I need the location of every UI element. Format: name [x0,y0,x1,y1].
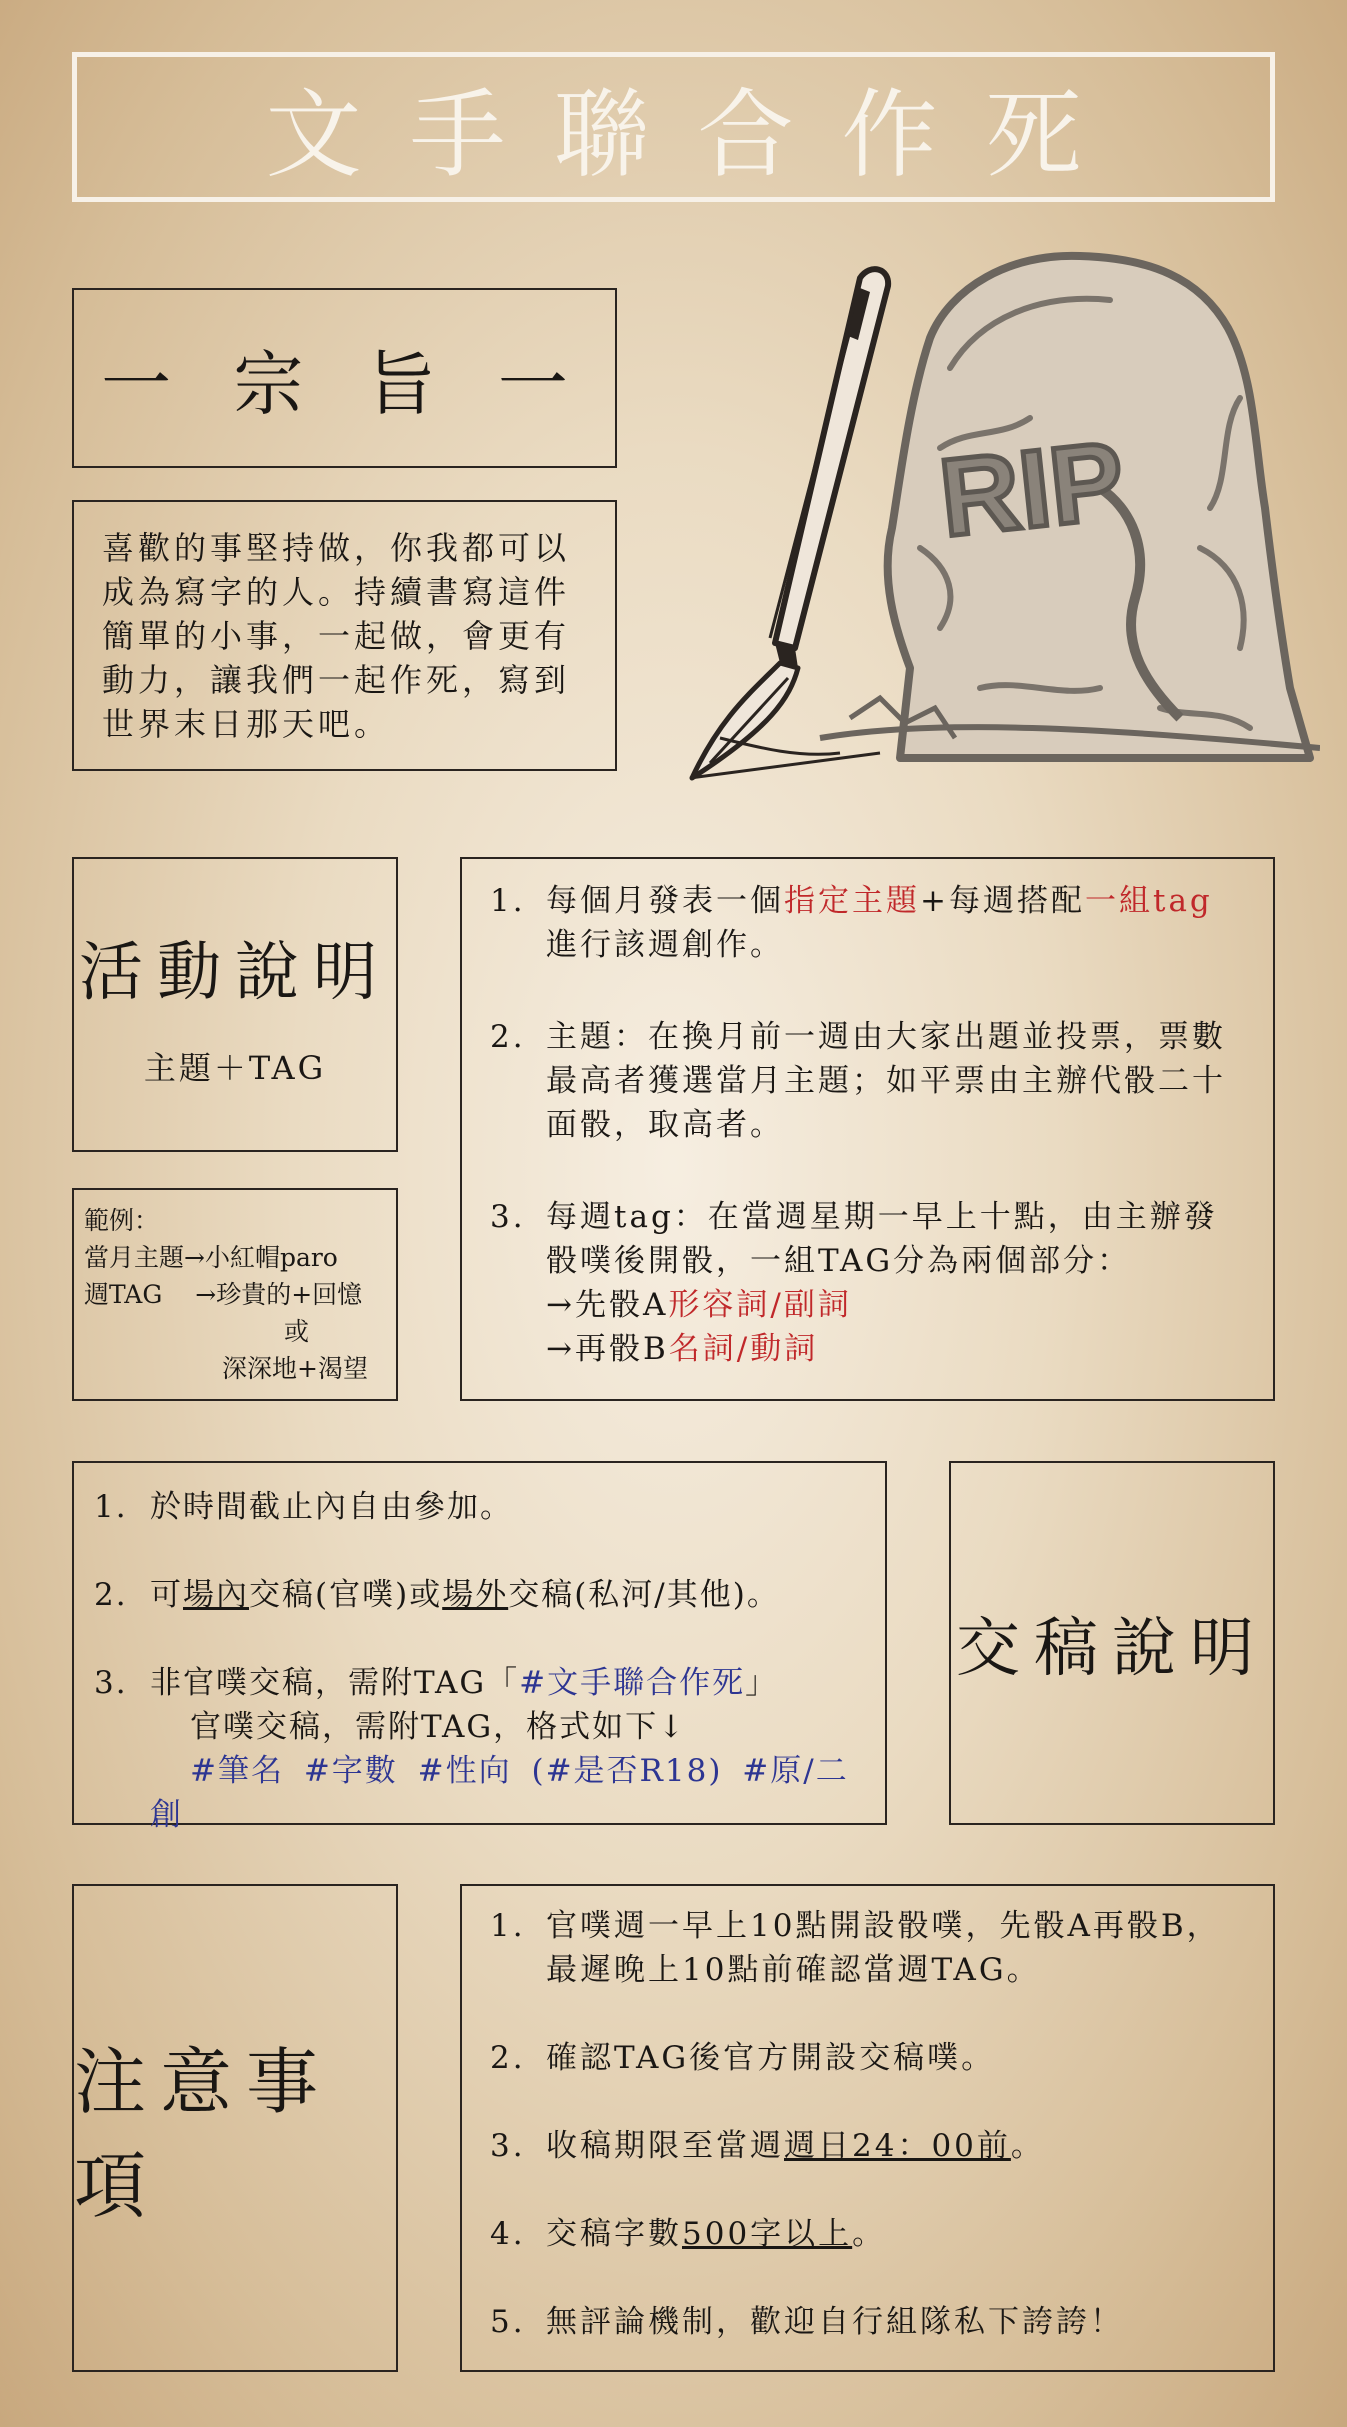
notes-heading-box [72,1884,398,2372]
activity-heading-box [72,857,398,1152]
submission-heading-box [949,1461,1275,1825]
submission-heading: 交稿說明 [956,1612,1268,1686]
example-line-theme: 當月主題→小紅帽paro [84,1243,338,1272]
example-box [72,1188,398,1401]
purpose-heading-box [72,288,617,468]
page-title-box [72,52,1275,202]
notes-heading: 注意事項 [74,2040,333,2228]
rip-text: RIP [934,418,1130,561]
list-item: 3. 非官噗交稿，需附TAG「#文手聯合作死」 官噗交稿，需附TAG，格式如下↓ #筆名 #字數 #性向 (#是否R18) #原/二創 [94,1665,849,1833]
example-line-alt: 深深地+渴望 [222,1354,368,1383]
list-item: 2. 主題：在換月前一週由大家出題並投票，票數最高者獲選當月主題；如平票由主辦代骰二十面骰，取高者。 [490,1019,1226,1143]
purpose-heading: 一 宗 旨 一 [101,342,588,425]
tombstone-icon [820,256,1320,758]
purpose-text-box [72,500,617,771]
list-item: 5. 無評論機制，歡迎自行組隊私下誇誇！ [490,2304,1124,2340]
list-item: 1. 官噗週一早上10點開設骰噗，先骰A再骰B，最遲晚上10點前確認當週TAG。 [490,1908,1221,1988]
example-label: 範例： [84,1206,160,1235]
list-item: 2. 可場內交稿(官噗)或場外交稿(私河/其他)。 [94,1577,780,1613]
example-line-or: 或 [284,1317,310,1346]
list-item: 3. 每週tag：在當週星期一早上十點，由主辦發骰噗後開骰，一組TAG分為兩個部分： →先骰A形容詞/副詞 →再骰B名詞/動詞 [490,1199,1218,1367]
list-item: 1. 每個月發表一個指定主題+每週搭配一組tag 進行該週創作。 [490,883,1213,963]
page-title: 文手聯合作死 [265,78,1130,191]
list-item: 2. 確認TAG後官方開設交稿噗。 [490,2040,996,2076]
list-item: 3. 收稿期限至當週週日24：00前。 [490,2128,1045,2164]
activity-subheading: 主題＋TAG [143,1048,327,1087]
notes-items-box [460,1884,1275,2372]
activity-items-box [460,857,1275,1401]
rip-illustration [680,248,1320,788]
fountain-pen-icon [690,269,888,778]
submission-items-box [72,1461,887,1833]
example-line-tag: 週TAG →珍貴的+回憶 [84,1280,363,1309]
activity-heading: 活動說明 [79,935,391,1010]
purpose-text: 喜歡的事堅持做，你我都可以成為寫字的人。持續書寫這件簡單的小事，一起做，會更有動力，讓我們一起作死，寫到世界末日那天吧。 [102,529,571,743]
list-item: 4. 交稿字數500字以上。 [490,2216,887,2252]
list-item: 1. 於時間截止內自由參加。 [94,1489,513,1525]
